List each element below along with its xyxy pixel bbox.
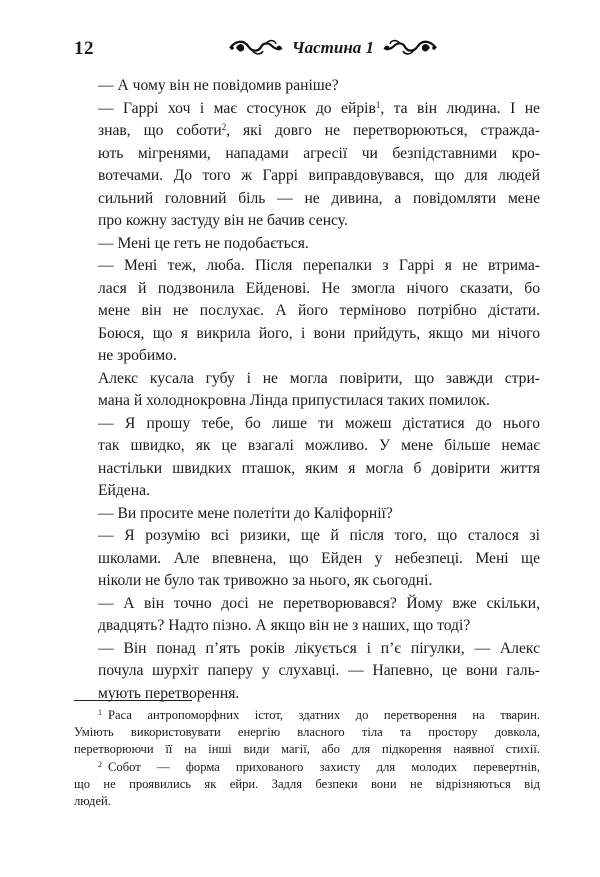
text-line: — Ви просите мене полетіти до Каліфорнії? [98, 504, 393, 522]
running-head [204, 38, 462, 58]
footnote-reference: 1 [375, 99, 381, 110]
text-line: — А він точно досі не перетворювався? Йому вже скільки, [98, 594, 540, 612]
paragraph [74, 233, 540, 256]
paragraph [74, 638, 540, 706]
text-line: — Я прошу тебе, бо лише ти можеш дістатися до нього [98, 414, 540, 432]
text-line: — Мені теж, люба. Після перепалки з Гаррі я не втрима- [98, 257, 540, 274]
text-line: не зробимо. [98, 347, 177, 364]
text-line: вотечами. До того ж Гаррі виправдовувався, що для людей [98, 167, 540, 184]
footnote-divider [74, 700, 192, 701]
text-line: настільки швидких пташок, яким я могла б довірити життя [98, 459, 540, 477]
page-header [74, 38, 526, 62]
paragraph [74, 368, 540, 413]
paragraph [74, 413, 540, 503]
footnote-mark: 2 [98, 759, 102, 769]
text-line: так швидко, як це взагалі можливо. У мене більше немає [98, 437, 540, 454]
footnote-line [74, 707, 540, 724]
text-line: ніколи не було так тривожно за нього, як сьогодні. [98, 572, 433, 589]
scroll-ornament-icon [228, 38, 284, 58]
footnotes [74, 707, 540, 810]
text-line: знав, що соботи$^2$, які довго не перетворюються, страждa- [98, 122, 540, 139]
text-line: Алекс кусала губу і не могла повірити, що завжди стри- [98, 369, 540, 387]
text-line: про кожну застуду він не бачив сенсу. [98, 212, 348, 229]
paragraph [74, 98, 540, 233]
text-line: — Я розумію всі ризики, ще й після того, що сталося зі [98, 527, 540, 544]
footnote-line: перетворюючи її на інші види магії, або для підкорення наявної стихії. [74, 742, 540, 757]
text-line: двадцять? Надто пізно. А якщо він не з наших, що тоді? [98, 617, 471, 634]
page-number: 12 [74, 38, 94, 59]
text-line: мують перетворення. [98, 684, 240, 702]
text-line: почула шурхіт паперу у слухавці. — Напевно, це вони галь- [98, 662, 540, 679]
text-line: — А чому він не повідомив раніше? [98, 77, 339, 94]
text-line: лася й подзвонила Ейденові. Не змогла нічого сказати, бо [98, 279, 540, 297]
text-line: — Гаррі хоч і має стосунок до ейрів$^1$, та він людина. І не [98, 99, 540, 117]
scroll-ornament-icon [382, 38, 438, 58]
footnote [74, 707, 540, 759]
text-line: мене він не послухає. А його терміново потрібно дістати. [98, 302, 540, 319]
text-line: — Він понад п’ять років лікується і п’є пігулки, — Алекс [98, 639, 540, 657]
body-text [74, 75, 540, 705]
paragraph [74, 255, 540, 368]
footnote-mark: 1 [98, 708, 102, 717]
text-line: — Мені це геть не подобається. [98, 234, 309, 252]
part-title: Частина 1 [291, 38, 375, 57]
text-line: Боюся, що я викрила його, і вони прийдуть, якщо ми нічого [98, 324, 540, 342]
footnote-line: Уміють використовувати енергію власного тіла та простору довкола, [74, 725, 540, 740]
footnote-reference: 2 [221, 122, 227, 132]
footnote-line: людей. [74, 794, 111, 809]
paragraph [74, 593, 540, 638]
footnote-text: Собот — форма прихованого захисту для молодих перевертнів, [108, 759, 540, 774]
footnote [74, 759, 540, 811]
paragraph [74, 503, 540, 526]
footnote-line: що не проявились як ейри. Задля безпеки вони не відрізняються від [74, 776, 540, 791]
paragraph [74, 75, 540, 98]
footnote-line [74, 759, 540, 776]
text-line: мана й холоднокровна Лінда припустилася таких помилок. [98, 392, 490, 409]
text-line: школами. Але впевнена, що Ейден у небезпеці. Мені ще [98, 549, 540, 567]
text-line: сильний головний біль — не дивина, а повідомляти мене [98, 189, 540, 207]
footnote-text: Раса антропоморфних істот, здатних до перетворення на тварин. [108, 708, 540, 722]
text-line: Ейдена. [98, 482, 150, 499]
text-line: ють мігренями, нападами агресії чи безпідставними кро- [98, 144, 540, 162]
paragraph [74, 525, 540, 593]
